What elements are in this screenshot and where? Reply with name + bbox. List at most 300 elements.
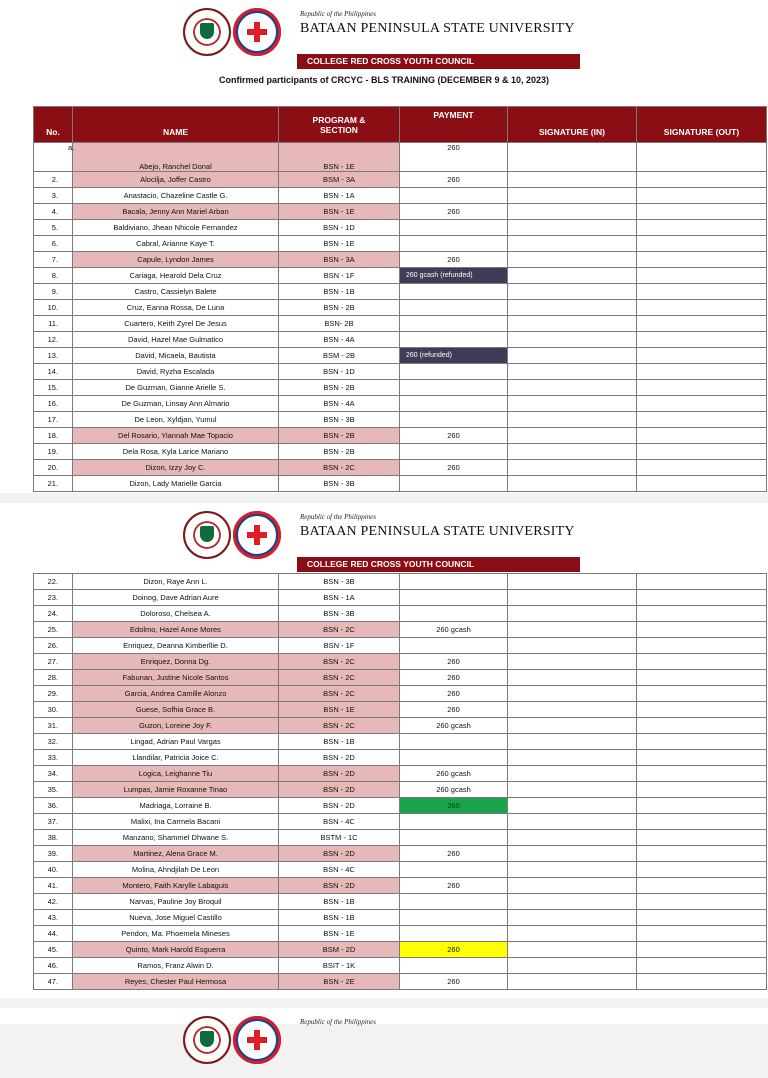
participant-name: Cruz, Eanna Rossa, De Luna: [73, 300, 279, 316]
row-number: 23.: [34, 590, 73, 606]
signature-out-cell: [637, 862, 767, 878]
participant-name: Del Rosario, Yiannah Mae Topacio: [73, 428, 279, 444]
program-section: BSN - 1B: [279, 910, 400, 926]
red-cross-youth-logo-icon: [233, 1016, 281, 1064]
payment-status: [400, 188, 508, 204]
university-name: BATAAN PENINSULA STATE UNIVERSITY: [300, 524, 575, 539]
signature-out-cell: [637, 686, 767, 702]
row-number: 2.: [34, 172, 73, 188]
table-row: [34, 734, 767, 750]
participant-name: Llandilar, Patricia Joice C.: [73, 750, 279, 766]
signature-out-cell: [637, 894, 767, 910]
signature-in-cell: [508, 638, 637, 654]
program-section: BSN - 1A: [279, 590, 400, 606]
program-section: BSN - 1F: [279, 268, 400, 284]
col-payment: PAYMENT: [400, 107, 508, 143]
payment-status: [400, 236, 508, 252]
program-section: BSN - 2E: [279, 974, 400, 990]
signature-out-cell: [637, 204, 767, 220]
row-number: 31.: [34, 718, 73, 734]
program-section: BSN - 1B: [279, 894, 400, 910]
participant-name: Enriquez, Donna Dg.: [73, 654, 279, 670]
row-number: 44.: [34, 926, 73, 942]
signature-in-cell: [508, 220, 637, 236]
participant-name: Doinog, Dave Adrian Aure: [73, 590, 279, 606]
program-section: BSN - 2C: [279, 718, 400, 734]
payment-status: 260: [400, 686, 508, 702]
participant-name: Capule, Lyndon James: [73, 252, 279, 268]
signature-out-cell: [637, 718, 767, 734]
signature-out-cell: [637, 974, 767, 990]
participant-name: Cariaga, Hearold Dela Cruz: [73, 268, 279, 284]
signature-out-cell: [637, 348, 767, 364]
document-header-page-2: [0, 503, 768, 573]
participants-rows-page-1: [34, 143, 767, 492]
table-row: [34, 718, 767, 734]
republic-label: Republic of the Philippines: [300, 10, 377, 18]
signature-in-cell: [508, 670, 637, 686]
signature-out-cell: [637, 252, 767, 268]
participant-name: Anastacio, Chazeline Castle G.: [73, 188, 279, 204]
payment-status: [400, 300, 508, 316]
participant-name: Pendon, Ma. Phoemela Mineses: [73, 926, 279, 942]
signature-in-cell: [508, 686, 637, 702]
payment-status: [400, 814, 508, 830]
row-number: 17.: [34, 412, 73, 428]
university-seal-icon: [183, 8, 231, 56]
row-number: 24.: [34, 606, 73, 622]
table-row: [34, 702, 767, 718]
participant-name: Bacala, Jenny Ann Mariel Arban: [73, 204, 279, 220]
signature-in-cell: [508, 300, 637, 316]
table-row: [34, 220, 767, 236]
program-section: BSN - 1E: [279, 702, 400, 718]
table-row: [34, 332, 767, 348]
row-number: 7.: [34, 252, 73, 268]
table-row: [34, 878, 767, 894]
participant-name: Alocilja, Joffer Castro: [73, 172, 279, 188]
signature-out-cell: [637, 750, 767, 766]
signature-in-cell: [508, 862, 637, 878]
program-section: BSN - 2B: [279, 300, 400, 316]
table-row: [34, 638, 767, 654]
row-number: 15.: [34, 380, 73, 396]
row-number: a.: [34, 143, 73, 172]
row-number: 30.: [34, 702, 73, 718]
table-row: [34, 268, 767, 284]
program-section: BSN - 2D: [279, 878, 400, 894]
row-number: 29.: [34, 686, 73, 702]
participant-name: Montero, Faith Karylle Labaguis: [73, 878, 279, 894]
participants-table-continued: [33, 573, 767, 990]
page-2: [0, 503, 768, 998]
signature-in-cell: [508, 942, 637, 958]
payment-status: 260: [400, 252, 508, 268]
row-number: 42.: [34, 894, 73, 910]
participant-name: Guzon, Loreine Joy F.: [73, 718, 279, 734]
table-row: [34, 622, 767, 638]
participant-name: De Guzman, Gianne Arielle S.: [73, 380, 279, 396]
signature-in-cell: [508, 846, 637, 862]
table-row: [34, 476, 767, 492]
table-row: [34, 766, 767, 782]
participant-name: Nueva, Jose Miguel Castillo: [73, 910, 279, 926]
signature-in-cell: [508, 974, 637, 990]
table-row: [34, 380, 767, 396]
participant-name: Doloroso, Chelsea A.: [73, 606, 279, 622]
participant-name: Enriquez, Deanna Kimberllie D.: [73, 638, 279, 654]
signature-out-cell: [637, 300, 767, 316]
table-row: [34, 654, 767, 670]
row-number: 22.: [34, 574, 73, 590]
signature-out-cell: [637, 380, 767, 396]
signature-in-cell: [508, 750, 637, 766]
program-section: BSN - 4A: [279, 396, 400, 412]
program-section: BSN - 3A: [279, 252, 400, 268]
signature-in-cell: [508, 268, 637, 284]
payment-status: 260: [400, 670, 508, 686]
program-section: BSN - 1B: [279, 734, 400, 750]
program-section: BSN - 2B: [279, 428, 400, 444]
signature-in-cell: [508, 798, 637, 814]
signature-out-cell: [637, 958, 767, 974]
program-section: BSN - 1E: [279, 143, 400, 172]
payment-status: 260: [400, 428, 508, 444]
program-section: BSN - 1B: [279, 284, 400, 300]
table-row: [34, 686, 767, 702]
participant-name: David, Ryzha Escalada: [73, 364, 279, 380]
row-number: 27.: [34, 654, 73, 670]
program-section: BSN - 2D: [279, 798, 400, 814]
row-number: 14.: [34, 364, 73, 380]
payment-status: [400, 220, 508, 236]
signature-in-cell: [508, 476, 637, 492]
row-number: 25.: [34, 622, 73, 638]
row-number: 4.: [34, 204, 73, 220]
signature-out-cell: [637, 188, 767, 204]
signature-out-cell: [637, 638, 767, 654]
signature-out-cell: [637, 143, 767, 172]
signature-out-cell: [637, 622, 767, 638]
row-number: 9.: [34, 284, 73, 300]
signature-in-cell: [508, 188, 637, 204]
participant-name: Fabunan, Justine Nicole Santos: [73, 670, 279, 686]
table-row: [34, 910, 767, 926]
republic-label: Republic of the Philippines: [300, 513, 377, 521]
signature-in-cell: [508, 654, 637, 670]
document-header-page-3: [0, 1008, 768, 1078]
payment-status: [400, 862, 508, 878]
participant-name: Abejo, Ranchel Donal: [73, 143, 279, 172]
row-number: 18.: [34, 428, 73, 444]
participant-name: Ramos, Franz Alwin D.: [73, 958, 279, 974]
participant-name: Cabral, Arianne Kaye T.: [73, 236, 279, 252]
table-row: [34, 958, 767, 974]
payment-status: [400, 926, 508, 942]
program-section: BSN - 2C: [279, 622, 400, 638]
signature-in-cell: [508, 766, 637, 782]
row-number: 28.: [34, 670, 73, 686]
signature-out-cell: [637, 606, 767, 622]
table-row: [34, 412, 767, 428]
row-number: 5.: [34, 220, 73, 236]
table-row: [34, 670, 767, 686]
row-number: 8.: [34, 268, 73, 284]
col-name: NAME: [73, 107, 279, 143]
signature-in-cell: [508, 590, 637, 606]
row-number: 10.: [34, 300, 73, 316]
signature-in-cell: [508, 172, 637, 188]
payment-status: [400, 830, 508, 846]
payment-status: [400, 364, 508, 380]
payment-status: 260: [400, 878, 508, 894]
table-row: [34, 974, 767, 990]
participant-name: Edolmo, Hazel Anne Mores: [73, 622, 279, 638]
payment-status: 260: [400, 798, 508, 814]
participant-name: Reyes, Chester Paul Hermosa: [73, 974, 279, 990]
program-section: BSN - 2C: [279, 686, 400, 702]
participant-name: Cuartero, Keith Zyrel De Jesus: [73, 316, 279, 332]
col-signature-out: SIGNATURE (OUT): [637, 107, 767, 143]
signature-in-cell: [508, 428, 637, 444]
council-banner: COLLEGE RED CROSS YOUTH COUNCIL: [297, 54, 580, 69]
program-section: BSN - 2D: [279, 750, 400, 766]
page-1: [0, 0, 768, 493]
table-row: [34, 396, 767, 412]
university-name: BATAAN PENINSULA STATE UNIVERSITY: [300, 21, 575, 36]
signature-out-cell: [637, 702, 767, 718]
col-signature-in: SIGNATURE (IN): [508, 107, 637, 143]
table-row: [34, 172, 767, 188]
participant-name: Malixi, Ina Carmela Bacani: [73, 814, 279, 830]
signature-in-cell: [508, 236, 637, 252]
participant-name: Narvas, Pauline Joy Broquil: [73, 894, 279, 910]
signature-in-cell: [508, 782, 637, 798]
signature-out-cell: [637, 396, 767, 412]
signature-out-cell: [637, 782, 767, 798]
signature-in-cell: [508, 926, 637, 942]
program-section: BSN - 1E: [279, 236, 400, 252]
signature-in-cell: [508, 574, 637, 590]
row-number: 45.: [34, 942, 73, 958]
signature-out-cell: [637, 268, 767, 284]
participant-name: Guese, Sofhia Grace B.: [73, 702, 279, 718]
payment-status: 260 gcash: [400, 782, 508, 798]
table-row: [34, 143, 767, 172]
payment-status: [400, 476, 508, 492]
signature-in-cell: [508, 204, 637, 220]
table-row: [34, 846, 767, 862]
participant-name: Baldiviano, Jhean Nhicole Fernandez: [73, 220, 279, 236]
row-number: 36.: [34, 798, 73, 814]
signature-out-cell: [637, 460, 767, 476]
payment-status: [400, 638, 508, 654]
program-section: BSIT - 1K: [279, 958, 400, 974]
signature-out-cell: [637, 236, 767, 252]
program-section: BSN - 4A: [279, 332, 400, 348]
payment-status: 260: [400, 204, 508, 220]
table-row: [34, 798, 767, 814]
row-number: 46.: [34, 958, 73, 974]
participant-name: Martinez, Alena Grace M.: [73, 846, 279, 862]
signature-out-cell: [637, 332, 767, 348]
program-section: BSN - 2B: [279, 444, 400, 460]
payment-status: [400, 332, 508, 348]
participants-table: [33, 106, 767, 492]
table-row: [34, 188, 767, 204]
row-number: 33.: [34, 750, 73, 766]
payment-status: 260: [400, 172, 508, 188]
payment-status: 260 gcash: [400, 766, 508, 782]
program-section: BSN - 1E: [279, 926, 400, 942]
signature-in-cell: [508, 252, 637, 268]
program-section: BSN - 1E: [279, 204, 400, 220]
document-header: [0, 0, 768, 70]
signature-in-cell: [508, 380, 637, 396]
payment-status: [400, 734, 508, 750]
row-number: 34.: [34, 766, 73, 782]
signature-out-cell: [637, 444, 767, 460]
row-number: 41.: [34, 878, 73, 894]
payment-status: 260: [400, 654, 508, 670]
col-program-section: PROGRAM & SECTION: [279, 107, 400, 143]
payment-status: 260 gcash: [400, 622, 508, 638]
program-section: BSTM - 1C: [279, 830, 400, 846]
payment-status: [400, 590, 508, 606]
signature-out-cell: [637, 910, 767, 926]
signature-out-cell: [637, 428, 767, 444]
signature-out-cell: [637, 172, 767, 188]
row-number: 37.: [34, 814, 73, 830]
row-number: 16.: [34, 396, 73, 412]
table-row: [34, 252, 767, 268]
signature-out-cell: [637, 412, 767, 428]
signature-in-cell: [508, 396, 637, 412]
program-section: BSM - 3A: [279, 172, 400, 188]
signature-in-cell: [508, 460, 637, 476]
participant-name: De Leon, Xyldjan, Yumul: [73, 412, 279, 428]
participant-name: Dela Rosa, Kyla Larice Mariano: [73, 444, 279, 460]
signature-out-cell: [637, 798, 767, 814]
row-number: 39.: [34, 846, 73, 862]
signature-out-cell: [637, 220, 767, 236]
table-row: [34, 942, 767, 958]
payment-status: [400, 316, 508, 332]
signature-in-cell: [508, 606, 637, 622]
signature-in-cell: [508, 718, 637, 734]
participant-name: David, Micaela, Bautista: [73, 348, 279, 364]
table-row: [34, 284, 767, 300]
row-number: 12.: [34, 332, 73, 348]
participant-name: Quinto, Mark Harold Esguerra: [73, 942, 279, 958]
payment-status: [400, 606, 508, 622]
signature-in-cell: [508, 622, 637, 638]
participant-name: Garcia, Andrea Camille Alonzo: [73, 686, 279, 702]
table-row: [34, 862, 767, 878]
row-number: 6.: [34, 236, 73, 252]
table-row: [34, 364, 767, 380]
republic-label: Republic of the Philippines: [300, 1018, 377, 1026]
program-section: BSN - 2D: [279, 782, 400, 798]
signature-out-cell: [637, 926, 767, 942]
payment-status: [400, 380, 508, 396]
participant-name: David, Hazel Mae Gulmatico: [73, 332, 279, 348]
signature-out-cell: [637, 942, 767, 958]
program-section: BSN - 3B: [279, 606, 400, 622]
table-row: [34, 444, 767, 460]
table-row: [34, 348, 767, 364]
signature-out-cell: [637, 830, 767, 846]
table-row: [34, 590, 767, 606]
payment-status: [400, 284, 508, 300]
program-section: BSN - 2B: [279, 380, 400, 396]
row-number: 26.: [34, 638, 73, 654]
red-cross-youth-logo-icon: [233, 511, 281, 559]
signature-out-cell: [637, 654, 767, 670]
program-section: BSN - 2D: [279, 846, 400, 862]
signature-in-cell: [508, 878, 637, 894]
signature-in-cell: [508, 143, 637, 172]
participant-name: Madriaga, Lorraine B.: [73, 798, 279, 814]
program-section: BSN - 1D: [279, 220, 400, 236]
table-row: [34, 894, 767, 910]
table-row: [34, 236, 767, 252]
participant-name: De Guzman, Linsay Ann Almario: [73, 396, 279, 412]
payment-status: [400, 958, 508, 974]
payment-status: 260 (refunded): [400, 348, 508, 364]
program-section: BSN - 2D: [279, 766, 400, 782]
payment-status: [400, 894, 508, 910]
program-section: BSN - 4C: [279, 862, 400, 878]
payment-status: 260: [400, 942, 508, 958]
table-row: [34, 460, 767, 476]
program-section: BSN - 3B: [279, 412, 400, 428]
university-seal-icon: [183, 511, 231, 559]
signature-in-cell: [508, 364, 637, 380]
signature-in-cell: [508, 910, 637, 926]
participant-name: Logica, Leighanne Tiu: [73, 766, 279, 782]
document-subtitle: Confirmed participants of CRCYC - BLS TRAINING (DECEMBER 9 & 10, 2023): [218, 75, 550, 85]
row-number: 35.: [34, 782, 73, 798]
payment-status: 260: [400, 702, 508, 718]
signature-in-cell: [508, 412, 637, 428]
payment-status: [400, 412, 508, 428]
signature-out-cell: [637, 476, 767, 492]
participant-name: Molina, Ahndjilah De Leon: [73, 862, 279, 878]
payment-status: [400, 444, 508, 460]
signature-in-cell: [508, 958, 637, 974]
table-row: [34, 428, 767, 444]
row-number: 11.: [34, 316, 73, 332]
program-section: BSN - 1F: [279, 638, 400, 654]
payment-status: [400, 750, 508, 766]
participant-name: Castro, Cassielyn Balete: [73, 284, 279, 300]
signature-out-cell: [637, 878, 767, 894]
signature-in-cell: [508, 830, 637, 846]
row-number: 47.: [34, 974, 73, 990]
payment-status: [400, 910, 508, 926]
program-section: BSM - 2B: [279, 348, 400, 364]
row-number: 19.: [34, 444, 73, 460]
table-row: [34, 782, 767, 798]
signature-out-cell: [637, 316, 767, 332]
payment-status: 260: [400, 846, 508, 862]
payment-status: 260: [400, 143, 508, 172]
table-row: [34, 204, 767, 220]
signature-out-cell: [637, 766, 767, 782]
signature-out-cell: [637, 670, 767, 686]
table-row: [34, 606, 767, 622]
